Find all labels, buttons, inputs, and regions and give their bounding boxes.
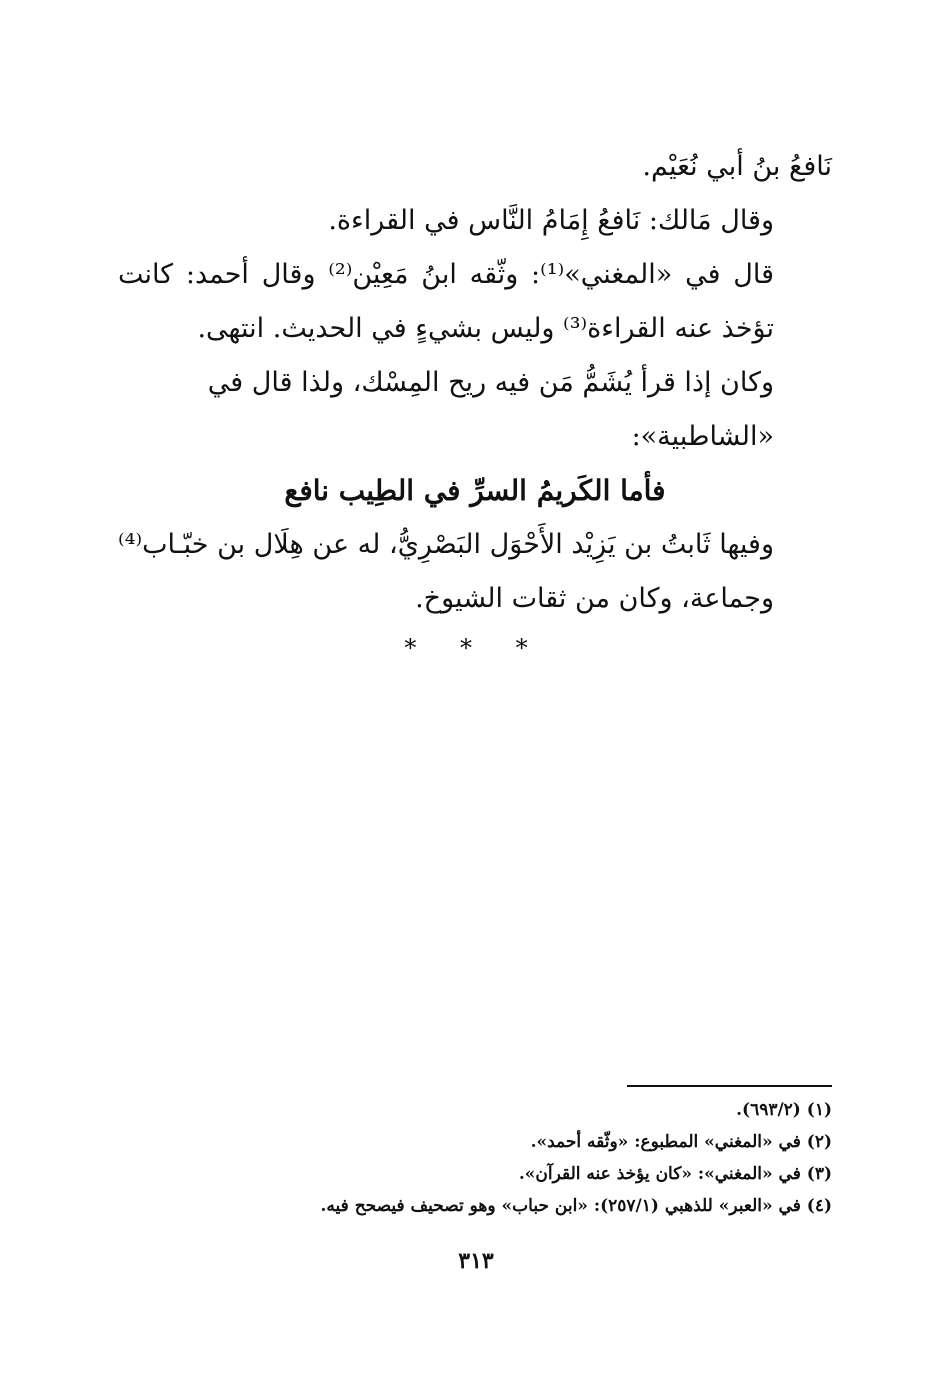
- footnote-divider: [627, 1085, 832, 1087]
- footnote-1: (١) (٦٩٣/٢).: [736, 1100, 832, 1120]
- text-line-name: نَافعُ بنُ أبي نُعَيْم.: [642, 151, 832, 182]
- footnotes: [118, 1094, 832, 1222]
- text-line-shatibiyya: وكان إذا قرأ يُشَمُّ مَن فيه ريح المِسْك، ولذا قال في «الشاطبية»:: [207, 367, 774, 452]
- main-text: [118, 140, 832, 670]
- text-paragraph-thabit: وفيها ثَابتُ بن يَزِيْد الأَحْوَل البَصْرِيُّ، له عن هِلَال بن خبّـاب⁽⁴⁾ وجماعة، وكان من ثقات الشيوخ.: [118, 529, 774, 614]
- text-line-malik-quote: وقال مَالك: نَافعُ إِمَامُ النَّاس في القراءة.: [328, 205, 774, 236]
- section-separator: * * *: [404, 634, 546, 662]
- text-paragraph-mughni: قال في «المغني»⁽¹⁾: وثّقه ابنُ مَعِيْن⁽²⁾ وقال أحمد: كانت تؤخذ عنه القراءة⁽³⁾ وليس بشيءٍ في الحديث. انتهى.: [118, 259, 774, 344]
- footnote-3: (٣) في «المغني»: «كان يؤخذ عنه القرآن».: [518, 1164, 832, 1184]
- page-number: ٣١٣: [458, 1248, 494, 1274]
- verse-line: فأما الكَريمُ السرِّ في الطِيب نافع: [284, 474, 666, 507]
- footnote-4: (٤) في «العبر» للذهبي (٢٥٧/١): «ابن حباب» وهو تصحيف فيصحح فيه.: [320, 1196, 832, 1216]
- footnote-2: (٢) في «المغني» المطبوع: «وثّقه أحمد».: [530, 1132, 832, 1152]
